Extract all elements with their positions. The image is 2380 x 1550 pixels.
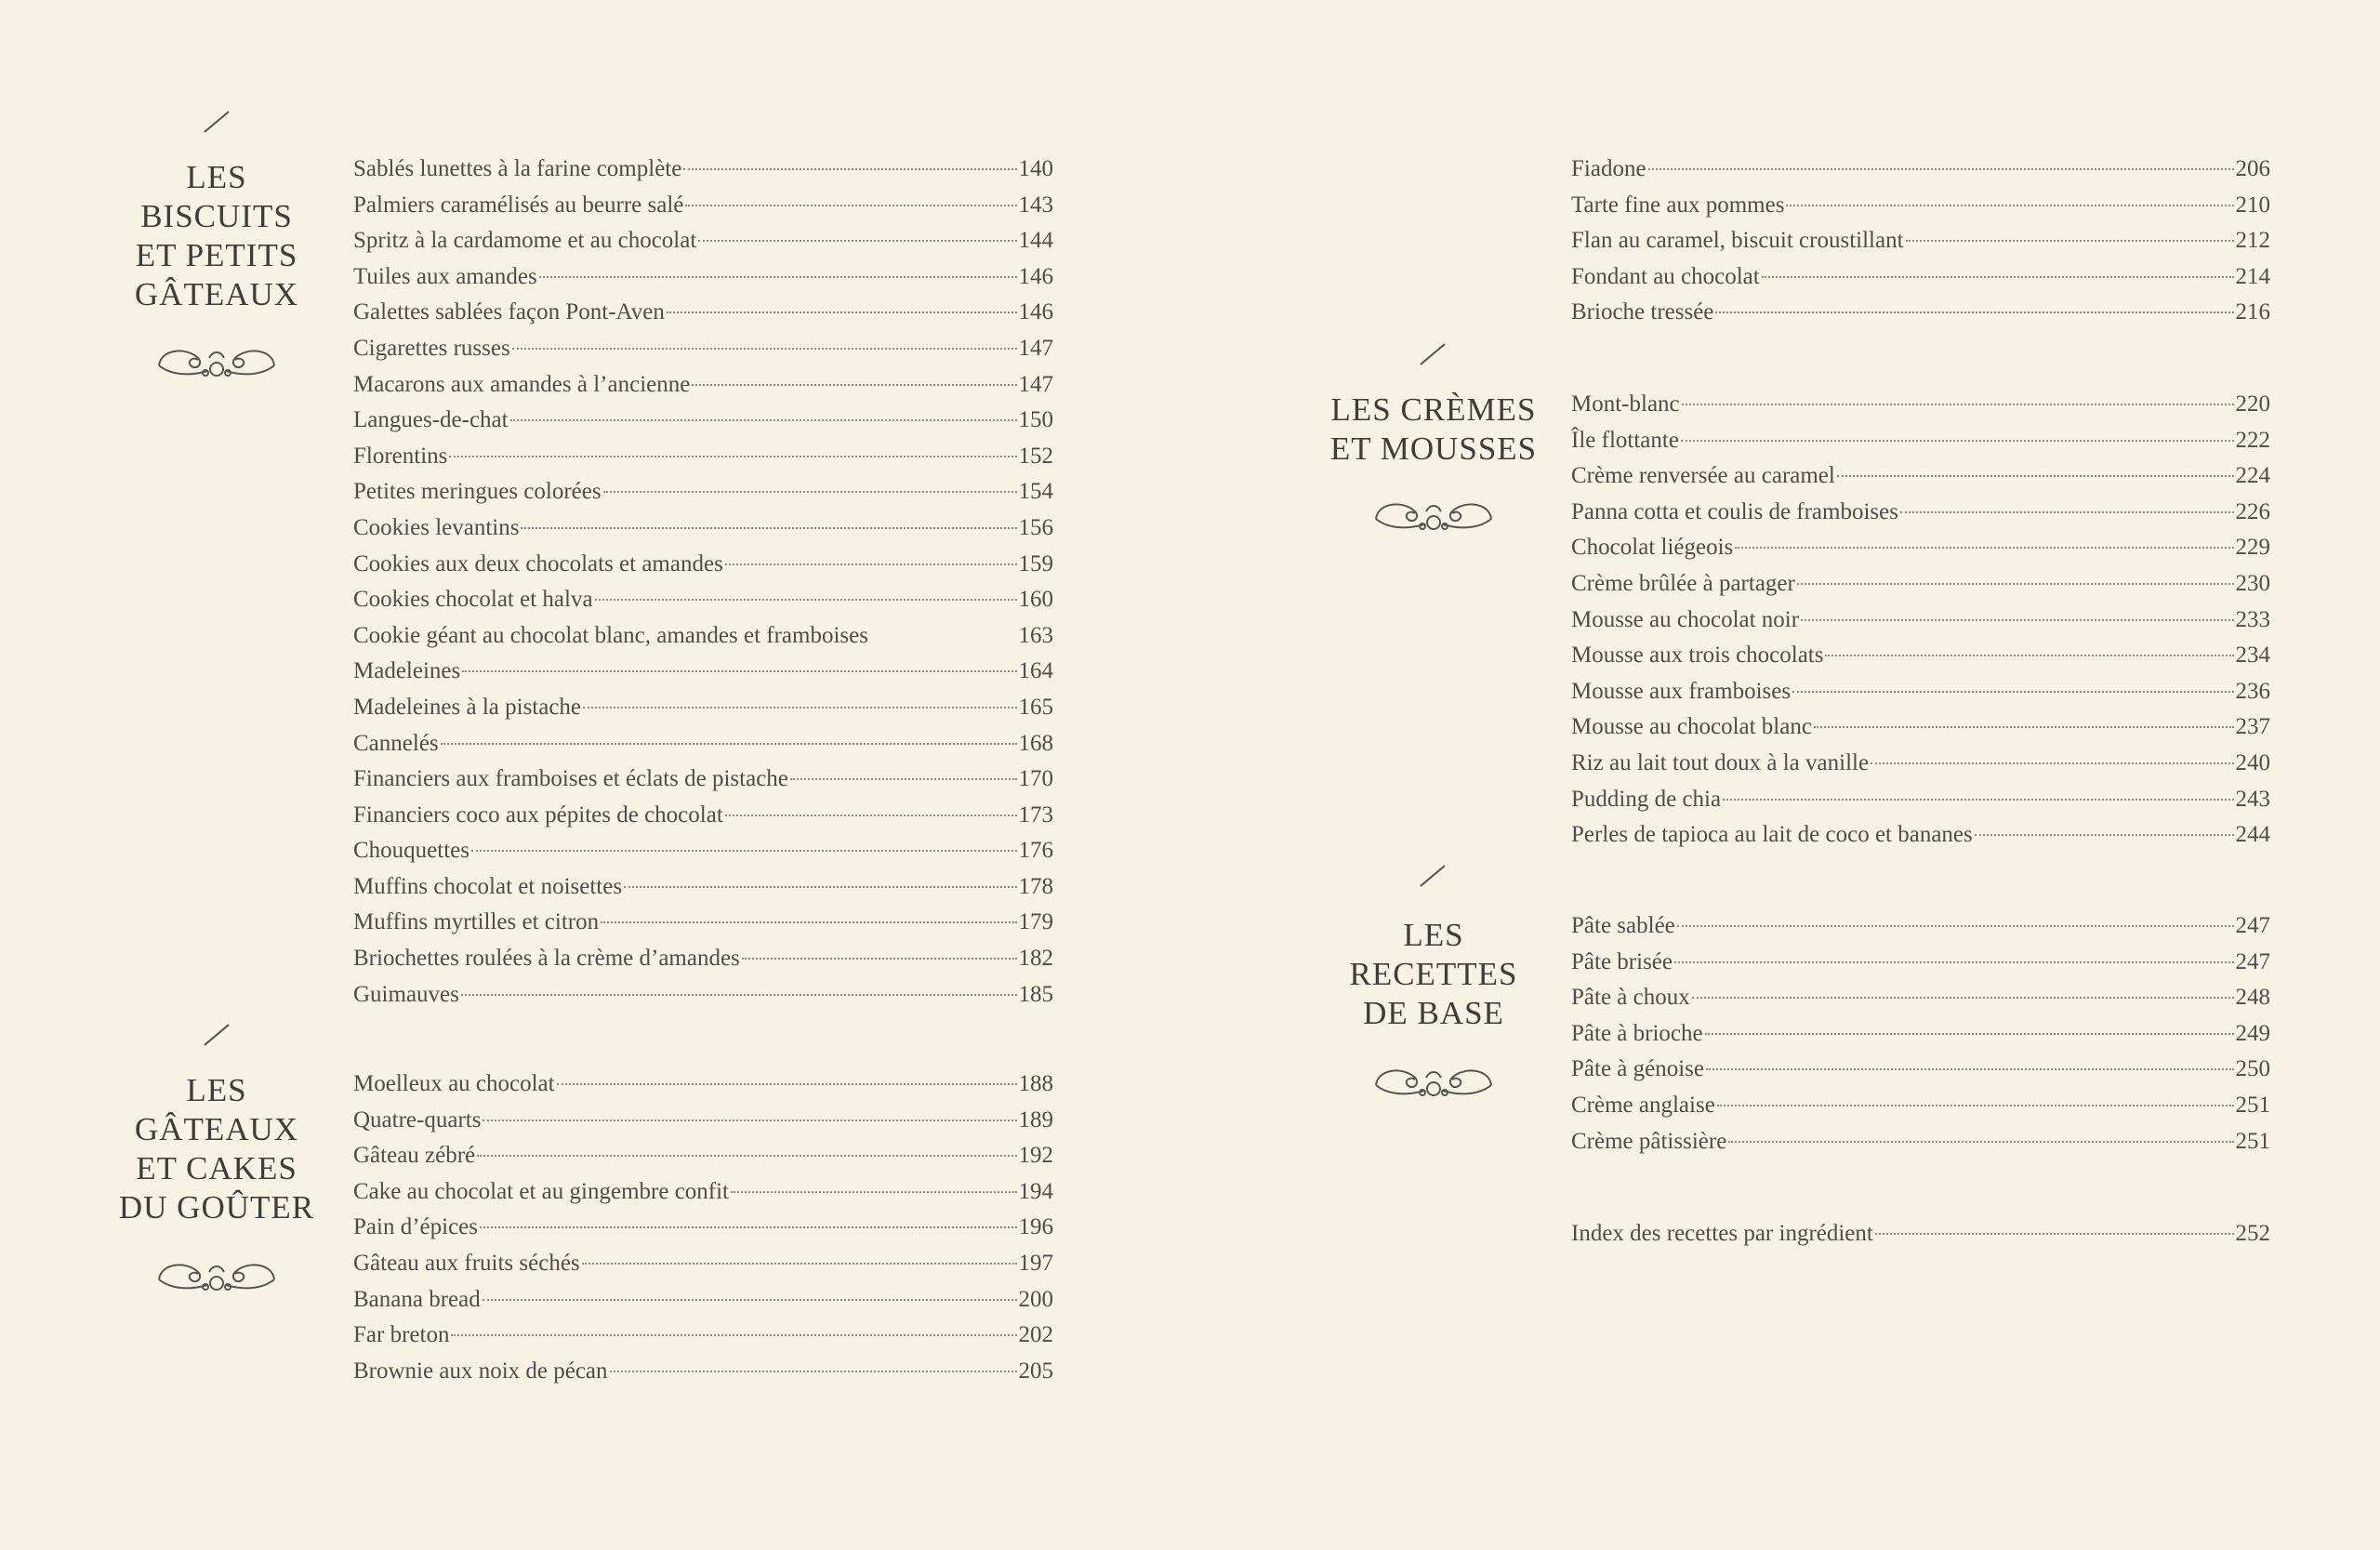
toc-entry[interactable] <box>1571 607 2270 643</box>
toc-entry[interactable] <box>353 1322 1053 1358</box>
toc-entry[interactable] <box>353 444 1053 480</box>
dot-leader <box>1677 925 2234 927</box>
section-divider-slash <box>204 111 229 132</box>
toc-entry-title: Cookies chocolat et halva <box>353 587 593 613</box>
toc-entry[interactable] <box>1571 913 2270 949</box>
toc-entry-title: Tuiles aux amandes <box>353 263 537 289</box>
toc-entry-page: 216 <box>2235 299 2270 325</box>
toc-entry-page: 229 <box>2235 535 2270 561</box>
toc-entry-title: Muffins chocolat et noisettes <box>353 873 623 899</box>
toc-entry-page: 197 <box>1018 1250 1053 1276</box>
dot-leader <box>483 1119 1016 1121</box>
toc-entry[interactable] <box>353 982 1053 1018</box>
toc-entry-title: Langues-de-chat <box>353 407 509 433</box>
toc-entry-title: Brownie aux noix de pécan <box>353 1358 608 1384</box>
toc-entry-page: 159 <box>1018 550 1053 576</box>
toc-entry-page: 237 <box>2235 714 2270 740</box>
toc-entry[interactable] <box>353 909 1053 946</box>
dot-leader <box>725 815 1017 816</box>
toc-entry[interactable] <box>1571 1056 2270 1093</box>
dot-leader <box>685 205 1016 206</box>
toc-entry[interactable] <box>353 1251 1053 1287</box>
toc-entry-title: Madeleines <box>353 658 461 684</box>
toc-entry-title: Sablés lunettes à la farine complète <box>353 156 682 181</box>
toc-entry-page: 200 <box>1018 1286 1053 1312</box>
toc-entry[interactable] <box>353 407 1053 444</box>
toc-entry-title: Cigarettes russes <box>353 335 510 361</box>
toc-entry[interactable] <box>353 623 1053 659</box>
dot-leader <box>451 1334 1016 1336</box>
toc-entry-page: 178 <box>1018 873 1053 899</box>
dot-leader <box>601 921 1016 923</box>
ornament-icon <box>1368 1057 1499 1104</box>
toc-entry-title: Pâte à choux <box>1571 985 1690 1011</box>
toc-entry-title: Cannelés <box>353 730 439 756</box>
toc-entry-page: 230 <box>2235 570 2270 596</box>
toc-entry-page: 210 <box>2235 192 2270 218</box>
dot-leader <box>441 743 1017 745</box>
dot-leader <box>583 707 1016 709</box>
dot-leader <box>449 456 1016 457</box>
toc-entry[interactable] <box>353 802 1053 839</box>
toc-entry-title: Riz au lait tout doux à la vanille <box>1571 749 1870 775</box>
toc-entry-page: 249 <box>2235 1020 2270 1046</box>
toc-entry-page: 202 <box>1018 1322 1053 1348</box>
toc-entry-page: 196 <box>1018 1214 1053 1240</box>
toc-entry-page: 224 <box>2235 463 2270 489</box>
dot-leader <box>521 527 1016 529</box>
toc-entry-title: Flan au caramel, biscuit croustillant <box>1571 228 1904 254</box>
toc-entry[interactable] <box>353 479 1053 515</box>
toc-entry-title: Crème anglaise <box>1571 1092 1715 1118</box>
toc-entry-title: Crème brûlée à partager <box>1571 570 1795 596</box>
dot-leader <box>1735 547 2233 549</box>
toc-entry-page: 240 <box>2235 749 2270 775</box>
toc-entry-title: Banana bread <box>353 1286 481 1312</box>
toc-entry-page: 248 <box>2235 985 2270 1011</box>
section-divider-slash <box>1420 343 1445 364</box>
toc-entry-title: Briochettes roulées à la crème d’amandes <box>353 946 740 972</box>
dot-leader <box>603 491 1017 493</box>
toc-entry[interactable] <box>1571 822 2270 858</box>
toc-entry-page: 247 <box>2235 948 2270 974</box>
toc-entry[interactable] <box>353 156 1053 192</box>
section-divider-slash <box>204 1024 229 1045</box>
toc-entry[interactable] <box>1571 391 2270 428</box>
toc-entry[interactable] <box>353 1143 1053 1179</box>
toc-entry[interactable] <box>353 838 1053 874</box>
toc-entry-title: Cookie géant au chocolat blanc, amandes et framboises <box>353 622 868 648</box>
toc-entry-title: Guimauves <box>353 981 459 1007</box>
toc-index <box>1571 1221 2270 1257</box>
toc-entry[interactable] <box>1571 299 2270 336</box>
dot-leader <box>1715 311 2233 313</box>
dot-leader <box>477 1155 1016 1157</box>
toc-entry-page: 247 <box>2235 913 2270 938</box>
dot-leader <box>539 276 1017 278</box>
dot-leader <box>1875 1233 2234 1235</box>
toc-entry-page: 165 <box>1018 694 1053 720</box>
dot-leader <box>1706 1068 2233 1070</box>
toc-entry-title: Île flottante <box>1571 427 1679 453</box>
toc-entry[interactable] <box>353 192 1053 229</box>
toc-entry-page: 252 <box>2235 1221 2270 1246</box>
section-heading-biscuits: LES BISCUITS ET PETITS GÂTEAUX <box>134 159 299 312</box>
toc-entry-page: 168 <box>1018 730 1053 756</box>
section-heading-gateaux: LES GÂTEAUX ET CAKES DU GOÛTER <box>118 1072 315 1225</box>
toc-entry-page: 163 <box>1018 622 1053 648</box>
dot-leader <box>1797 583 2234 585</box>
dot-leader <box>1648 168 2234 170</box>
toc-entry-title: Crème pâtissière <box>1571 1128 1727 1154</box>
toc-entry[interactable] <box>1571 1129 2270 1165</box>
dot-leader <box>624 886 1016 888</box>
toc-entry-title: Cookies aux deux chocolats et amandes <box>353 550 723 576</box>
dot-leader <box>698 240 1016 242</box>
dot-leader <box>1906 240 2234 242</box>
dot-leader <box>1900 511 2234 513</box>
toc-entry[interactable] <box>353 874 1053 910</box>
toc-entry-page: 192 <box>1018 1143 1053 1169</box>
dot-leader <box>1801 619 2233 621</box>
dot-leader <box>480 1226 1017 1228</box>
toc-entry[interactable] <box>353 336 1053 372</box>
section-heading-base: LES RECETTES DE BASE <box>1349 917 1518 1031</box>
toc-entry[interactable] <box>353 1179 1053 1215</box>
dot-leader <box>692 384 1016 386</box>
toc-entry[interactable] <box>353 299 1053 336</box>
toc-entry-title: Mousse au chocolat noir <box>1571 606 1800 632</box>
toc-entry[interactable] <box>353 1358 1053 1395</box>
dot-leader <box>471 850 1017 852</box>
toc-entry-title: Madeleines à la pistache <box>353 694 582 720</box>
dot-leader <box>512 348 1017 350</box>
dot-leader <box>557 1083 1017 1085</box>
toc-entry-page: 194 <box>1018 1178 1053 1204</box>
toc-list-cremes <box>1571 391 2270 858</box>
toc-entry[interactable] <box>1571 571 2270 607</box>
toc-entry-page: 173 <box>1018 801 1053 828</box>
toc-entry-title: Florentins <box>353 443 448 469</box>
toc-entry-title: Financiers aux framboises et éclats de pistache <box>353 766 788 792</box>
toc-entry-page: 152 <box>1018 443 1053 469</box>
ornament-icon <box>152 1252 282 1298</box>
toc-entry[interactable] <box>353 766 1053 802</box>
toc-entry-page: 226 <box>2235 498 2270 524</box>
toc-entry[interactable] <box>1571 750 2270 787</box>
toc-entry-title: Cake au chocolat et au gingembre confit <box>353 1178 730 1204</box>
dot-leader <box>1825 655 2233 656</box>
toc-entry-page: 182 <box>1018 946 1053 972</box>
toc-entry-title: Gâteau zébré <box>353 1143 476 1169</box>
toc-entry-title: Pain d’épices <box>353 1214 478 1240</box>
toc-entry[interactable] <box>1571 264 2270 300</box>
toc-entry-page: 189 <box>1018 1106 1053 1133</box>
toc-entry[interactable] <box>1571 787 2270 823</box>
toc-entry[interactable] <box>1571 463 2270 499</box>
dot-leader <box>731 1191 1016 1193</box>
dot-leader <box>1682 404 2234 405</box>
ornament-icon <box>152 338 282 384</box>
dot-leader <box>595 599 1017 601</box>
toc-entry-page: 212 <box>2235 228 2270 254</box>
dot-leader <box>1762 276 2234 278</box>
dot-leader <box>1792 691 2233 693</box>
toc-entry[interactable] <box>1571 1021 2270 1057</box>
dot-leader <box>1786 205 2233 206</box>
toc-entry-page: 143 <box>1018 192 1053 218</box>
toc-entry[interactable] <box>1571 228 2270 264</box>
toc-entry-title: Brioche tressée <box>1571 299 1714 325</box>
toc-entry[interactable] <box>1571 985 2270 1021</box>
dot-leader <box>1975 834 2234 836</box>
toc-entry-page: 154 <box>1018 479 1053 505</box>
toc-entry-page: 220 <box>2235 391 2270 417</box>
toc-entry-title: Financiers coco aux pépites de chocolat <box>353 801 723 828</box>
toc-entry-title: Mousse aux trois chocolats <box>1571 643 1824 669</box>
dot-leader <box>1692 997 2234 999</box>
toc-entry-title: Gâteau aux fruits séchés <box>353 1250 580 1276</box>
toc-entry[interactable] <box>1571 1093 2270 1129</box>
toc-entry-title: Petites meringues colorées <box>353 479 602 505</box>
toc-entry[interactable] <box>1571 428 2270 464</box>
toc-list-base <box>1571 913 2270 1164</box>
toc-entry-title: Chouquettes <box>353 838 469 864</box>
toc-entry-title: Mont-blanc <box>1571 391 1680 417</box>
toc-entry[interactable] <box>1571 679 2270 715</box>
dot-leader <box>1871 762 2233 764</box>
toc-entry-page: 147 <box>1018 335 1053 361</box>
toc-entry-page: 236 <box>2235 678 2270 704</box>
toc-entry-page: 160 <box>1018 587 1053 613</box>
dot-leader <box>582 1263 1017 1265</box>
toc-entry-title: Muffins myrtilles et citron <box>353 909 600 935</box>
dot-leader <box>510 419 1017 421</box>
dot-leader <box>1814 726 2234 728</box>
dot-leader <box>742 958 1017 960</box>
section-heading-cremes: LES CRÈMES ET MOUSSES <box>1329 391 1538 467</box>
toc-entry-page: 251 <box>2235 1092 2270 1118</box>
dot-leader <box>1705 1033 2234 1035</box>
toc-entry-title: Mousse aux framboises <box>1571 678 1792 704</box>
toc-entry[interactable] <box>1571 714 2270 750</box>
toc-entry[interactable] <box>1571 499 2270 536</box>
toc-list-biscuits <box>353 156 1053 1017</box>
toc-entry-title: Palmiers caramélisés au beurre salé <box>353 192 684 218</box>
toc-entry-page: 156 <box>1018 514 1053 540</box>
dot-leader <box>461 994 1017 996</box>
toc-entry-page: 206 <box>2235 156 2270 181</box>
toc-entry-index[interactable] <box>1571 1221 2270 1257</box>
toc-entry-title: Pâte sablée <box>1571 913 1675 938</box>
toc-entry[interactable] <box>353 551 1053 588</box>
toc-entry-title: Tarte fine aux pommes <box>1571 192 1785 218</box>
toc-entry-page: 176 <box>1018 838 1053 864</box>
toc-entry[interactable] <box>353 372 1053 408</box>
toc-entry-title: Panna cotta et coulis de framboises <box>1571 498 1898 524</box>
toc-entry[interactable] <box>1571 156 2270 192</box>
toc-entry-title: Macarons aux amandes à l’ancienne <box>353 371 691 397</box>
toc-entry[interactable] <box>353 658 1053 695</box>
toc-entry-title: Galettes sablées façon Pont-Aven <box>353 299 665 325</box>
toc-entry-title: Pâte brisée <box>1571 948 1673 974</box>
toc-entry[interactable] <box>353 1071 1053 1107</box>
dot-leader <box>725 563 1017 565</box>
dot-leader <box>610 1371 1017 1372</box>
toc-entry-page: 170 <box>1018 766 1053 792</box>
toc-entry-title: Perles de tapioca au lait de coco et bananes <box>1571 822 1973 848</box>
toc-entry-title: Cookies levantins <box>353 514 520 540</box>
toc-entry-title: Fiadone <box>1571 156 1646 181</box>
toc-entry[interactable] <box>353 1214 1053 1251</box>
toc-entry-page: 188 <box>1018 1071 1053 1096</box>
toc-entry-title: Pâte à brioche <box>1571 1020 1703 1046</box>
toc-entry-title: Fondant au chocolat <box>1571 263 1760 289</box>
dot-leader <box>1728 1141 2233 1143</box>
toc-entry[interactable] <box>1571 643 2270 679</box>
toc-entry-page: 140 <box>1018 156 1053 181</box>
toc-entry[interactable] <box>353 264 1053 300</box>
toc-entry-page: 144 <box>1018 228 1053 254</box>
toc-entry-title: Moelleux au chocolat <box>353 1071 555 1096</box>
toc-entry-page: 250 <box>2235 1056 2270 1082</box>
dot-leader <box>1674 961 2234 963</box>
dot-leader <box>1837 475 2234 477</box>
dot-leader <box>462 670 1016 672</box>
toc-entry-title: Pâte à génoise <box>1571 1056 1705 1082</box>
dot-leader <box>1681 440 2234 442</box>
toc-entry-title: Quatre-quarts <box>353 1106 482 1133</box>
dot-leader <box>667 311 1017 313</box>
dot-leader <box>1717 1105 2234 1106</box>
dot-leader <box>683 168 1016 170</box>
toc-entry[interactable] <box>353 515 1053 551</box>
toc-entry[interactable] <box>353 731 1053 767</box>
dot-leader <box>483 1299 1017 1301</box>
toc-entry-page: 205 <box>1018 1358 1053 1384</box>
toc-entry-page: 150 <box>1018 407 1053 433</box>
toc-entry-page: 179 <box>1018 909 1053 935</box>
toc-entry-title: Spritz à la cardamome et au chocolat <box>353 228 697 254</box>
toc-entry[interactable] <box>1571 192 2270 229</box>
toc-entry[interactable] <box>353 695 1053 731</box>
toc-entry-title: Far breton <box>353 1322 450 1348</box>
toc-entry[interactable] <box>1571 535 2270 571</box>
ornament-icon <box>1368 491 1499 537</box>
toc-entry-page: 244 <box>2235 822 2270 848</box>
toc-entry-page: 146 <box>1018 299 1053 325</box>
toc-entry-page: 222 <box>2235 427 2270 453</box>
toc-entry-page: 234 <box>2235 643 2270 669</box>
toc-entry-title: Pudding de chia <box>1571 786 1722 812</box>
dot-leader <box>1723 799 2233 801</box>
toc-entry-title: Crème renversée au caramel <box>1571 463 1835 489</box>
toc-entry-page: 185 <box>1018 981 1053 1007</box>
toc-entry-title: Mousse au chocolat blanc <box>1571 714 1812 740</box>
toc-entry-page: 243 <box>2235 786 2270 812</box>
toc-entry-page: 251 <box>2235 1128 2270 1154</box>
toc-entry-title: Index des recettes par ingrédient <box>1571 1221 1873 1246</box>
toc-entry[interactable] <box>1571 949 2270 986</box>
toc-entry[interactable] <box>353 228 1053 264</box>
toc-entry-page: 233 <box>2235 606 2270 632</box>
toc-entry-page: 214 <box>2235 263 2270 289</box>
toc-entry[interactable] <box>353 587 1053 623</box>
toc-list-gateaux-continued <box>1571 156 2270 336</box>
toc-entry-page: 147 <box>1018 371 1053 397</box>
toc-entry-page: 146 <box>1018 263 1053 289</box>
toc-entry-title: Chocolat liégeois <box>1571 535 1734 561</box>
section-divider-slash <box>1420 865 1445 886</box>
toc-entry[interactable] <box>353 1287 1053 1323</box>
toc-entry[interactable] <box>353 1107 1053 1144</box>
toc-entry[interactable] <box>353 946 1053 982</box>
dot-leader <box>790 778 1017 780</box>
toc-list-gateaux <box>353 1071 1053 1394</box>
toc-entry-page: 164 <box>1018 658 1053 684</box>
